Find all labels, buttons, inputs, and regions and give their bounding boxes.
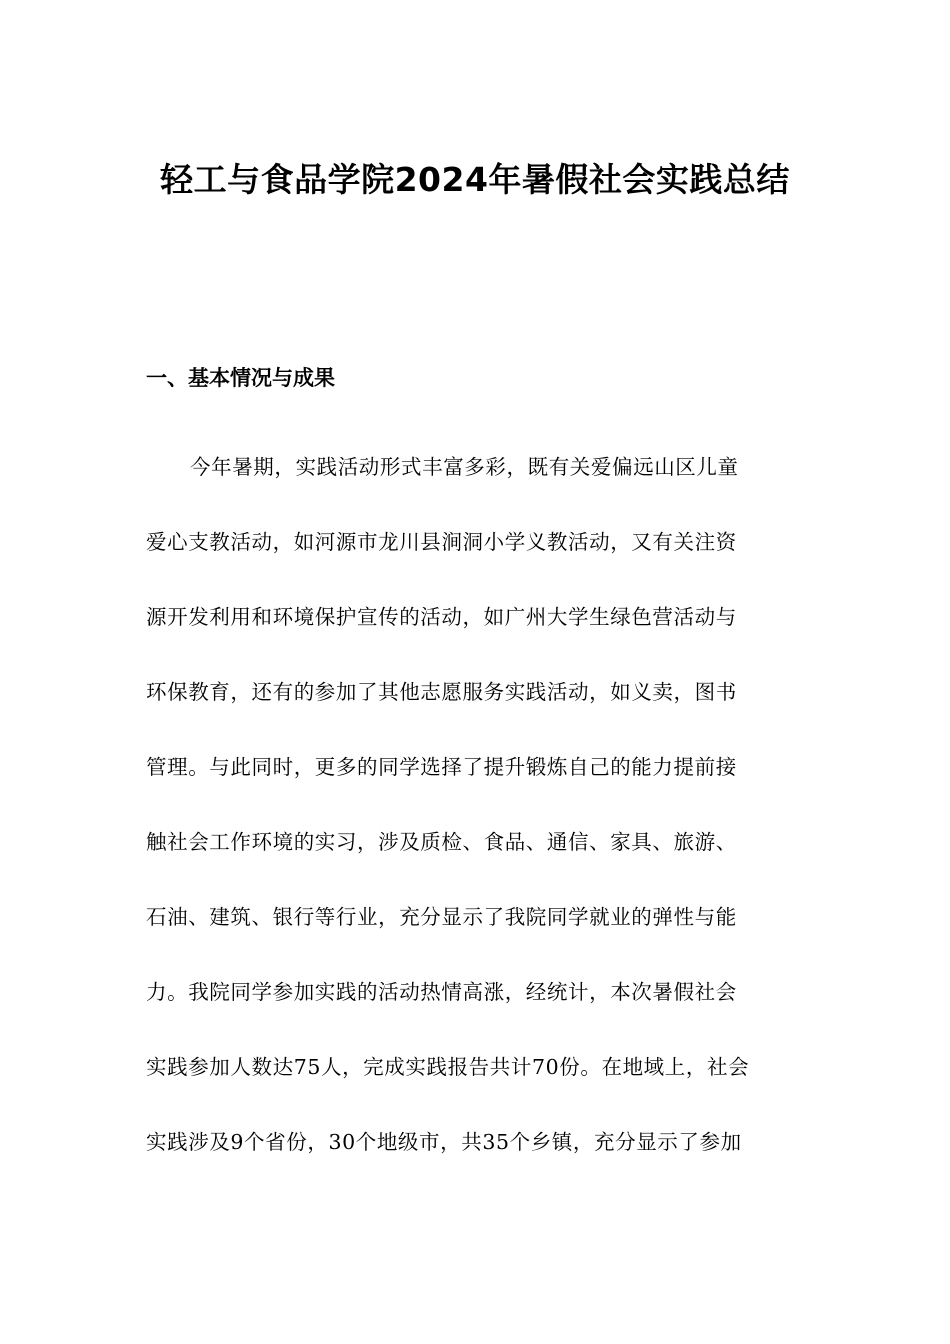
section-heading: 一、基本情况与成果 (146, 366, 335, 390)
paragraph-line: 触社会工作环境的实习，涉及质检、食品、通信、家具、旅游、 (146, 830, 737, 854)
paragraph-line: 爱心支教活动，如河源市龙川县涧洞小学义教活动，又有关注资 (146, 530, 737, 554)
paragraph-line: 实践参加人数达75人，完成实践报告共计70份。在地域上，社会 (146, 1055, 750, 1079)
paragraph-line: 管理。与此同时，更多的同学选择了提升锻炼自己的能力提前接 (146, 755, 737, 779)
paragraph-line: 今年暑期，实践活动形式丰富多彩，既有关爱偏远山区儿童 (190, 455, 739, 479)
paragraph-line: 力。我院同学参加实践的活动热情高涨，经统计，本次暑假社会 (146, 980, 737, 1004)
paragraph-line: 源开发利用和环境保护宣传的活动，如广州大学生绿色营活动与 (146, 605, 737, 629)
paragraph-line: 环保教育，还有的参加了其他志愿服务实践活动，如义卖，图书 (146, 680, 737, 704)
paragraph-line: 石油、建筑、银行等行业，充分显示了我院同学就业的弹性与能 (146, 905, 737, 929)
document-title: 轻工与食品学院2024年暑假社会实践总结 (160, 160, 790, 199)
paragraph-line: 实践涉及9个省份，30个地级市，共35个乡镇，充分显示了参加 (146, 1130, 742, 1154)
